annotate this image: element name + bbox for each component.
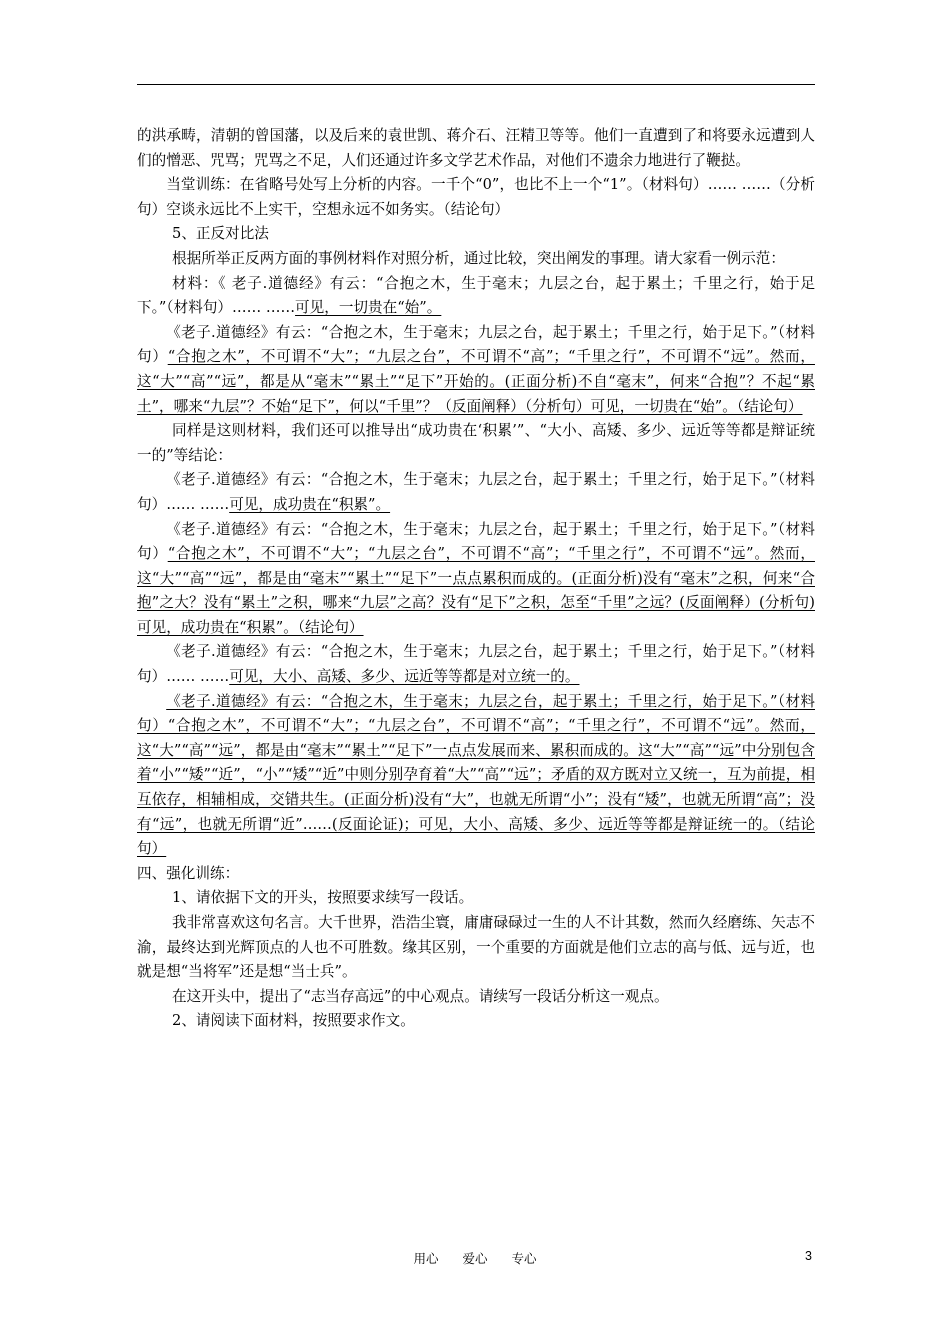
header-rule [137, 84, 815, 85]
footer-word-3: 专心 [511, 1251, 537, 1266]
example-2-analysis: “合抱之木”，不可谓不“大”；“九层之台”，不可谓不“高”；“千里之行”，不可谓不“远”。然而，这“大”“高”“远”，都是从“毫末”“累土”“足下”开始的。(正面分析)不自“毫末”，何来“合抱”？不起“累土”，哪来“九层”？不始“足下”，何以“千里”？（反面阐释）（分析句）可见，一切贵在“始”。（结论句） [137, 348, 815, 415]
paragraph-1: 的洪承畴，清朝的曾国藩，以及后来的袁世凯、蒋介石、汪精卫等等。他们一直遭到了和将要永远遭到人们的憎恶、咒骂；咒骂之不足，人们还通过许多文学艺术作品，对他们不遗余力地进行了鞭挞。 [137, 127, 815, 169]
example-5-material: 《老子.道德经》有云：“合抱之木，生于毫末；九层之台，起于累土；千里之行，始于足下。”（材料句）…… …… [137, 643, 815, 686]
heading-section-4: 四、强化训练： [137, 864, 240, 882]
example-4-analysis: “合抱之木”，不可谓不“大”；“九层之台”，不可谓不“高”；“千里之行”，不可谓不“远”。然而，这“大”“高”“远”，都是由“毫末”“累土”“足下”一点点累积而成的。(正面分析)没有“毫末”之积，何来“合抱”之大？没有“累土”之积，哪来“九层”之高？没有“足下”之积，怎至“千里”之远？(反面阐释）(分析句)可见，成功贵在“积累”。（结论句） [137, 545, 815, 636]
heading-contrast-method: 5、正反对比法 [172, 225, 269, 243]
example-4-material: 《老子.道德经》有云：“合抱之木，生于毫末；九层之台，起于累土；千里之行，始于足下。”（材料句） [137, 520, 815, 563]
example-6-full: 《老子.道德经》有云：“合抱之木，生于毫末；九层之台，起于累土；千里之行，始于足下。”（材料句）“合抱之木”，不可谓不“大”；“九层之台”，不可谓不“高”；“千里之行”，不可谓不“远”。然而，这“大”“高”“远”，都是由“毫末”“累土”“足下”一点点发展而来、累积而成的。这“大”“高”“远”中分别包含着“小”“矮”“近”，“小”“矮”“近”中则分别孕育着“大”“高”“远”；矛盾的双方既对立又统一，互为前提，相互依存，相辅相成，交错共生。(正面分析)没有“大”，也就无所谓“小”；没有“矮”，也就无所谓“高”；没有“远”，也就无所谓“近”……(反面论证)；可见，大小、高矮、多少、远近等等都是辩证统一的。（结论句） [137, 692, 815, 858]
example-3-material: 《老子.道德经》有云：“合抱之木，生于毫末；九层之台，起于累土；千里之行，始于足下。”（材料句）…… …… [137, 471, 815, 513]
footer-word-1: 用心 [413, 1251, 439, 1266]
paragraph-example-3 [137, 468, 815, 517]
paragraph-practice: 当堂训练：在省略号处写上分析的内容。一千个“0”，也比不上一个“1”。（材料句）…… ……（分析句）空谈永远比不上实干，空想永远不如务实。（结论句） [137, 176, 815, 218]
example-1-material: 材料：《 老子.道德经》有云：“合抱之木，生于毫末；九层之台，起于累土；千里之行，始于足下。”（材料句）…… …… [137, 274, 815, 317]
example-1-conclusion: 可见，一切贵在“始”。 [295, 299, 442, 317]
document-body [137, 124, 815, 1034]
paragraph-method-intro: 根据所举正反两方面的事例材料作对照分析，通过比较，突出阐发的事理。请大家看一例示范： [172, 249, 785, 267]
page-number: 3 [805, 1249, 812, 1263]
paragraph-example-1 [137, 272, 815, 321]
example-3-conclusion: 可见，成功贵在“积累”。 [229, 495, 391, 513]
example-2-material: 《老子.道德经》有云：“合抱之木，生于毫末；九层之台，起于累土；千里之行，始于足下。”（材料句） [137, 323, 815, 366]
paragraph-example-4 [137, 518, 815, 641]
heading-exercise-1: 1、请依据下文的开头，按照要求续写一段话。 [172, 889, 474, 907]
paragraph-exercise-text: 我非常喜欢这句名言。大千世界，浩浩尘寰，庸庸碌碌过一生的人不计其数，然而久经磨练、矢志不渝，最终达到光辉顶点的人也不可胜数。缘其区别，一个重要的方面就是他们立志的高与低、远与近，也就是想“当将军”还是想“当士兵”。 [137, 914, 815, 981]
footer-word-2: 爱心 [462, 1251, 488, 1266]
heading-exercise-2: 2、请阅读下面材料，按照要求作文。 [172, 1012, 415, 1030]
paragraph-same-material: 同样是这则材料，我们还可以推导出“成功贵在‘积累’”、“大小、高矮、多少、远近等等都是辩证统一的”等结论： [137, 422, 815, 464]
paragraph-example-2 [137, 321, 815, 419]
example-5-conclusion: 可见，大小、高矮、多少、远近等等都是对立统一的。 [229, 668, 580, 686]
paragraph-example-6 [137, 690, 815, 862]
paragraph-exercise-prompt: 在这开头中，提出了“志当存高远”的中心观点。请续写一段话分析这一观点。 [172, 987, 669, 1005]
paragraph-example-5 [137, 640, 815, 689]
